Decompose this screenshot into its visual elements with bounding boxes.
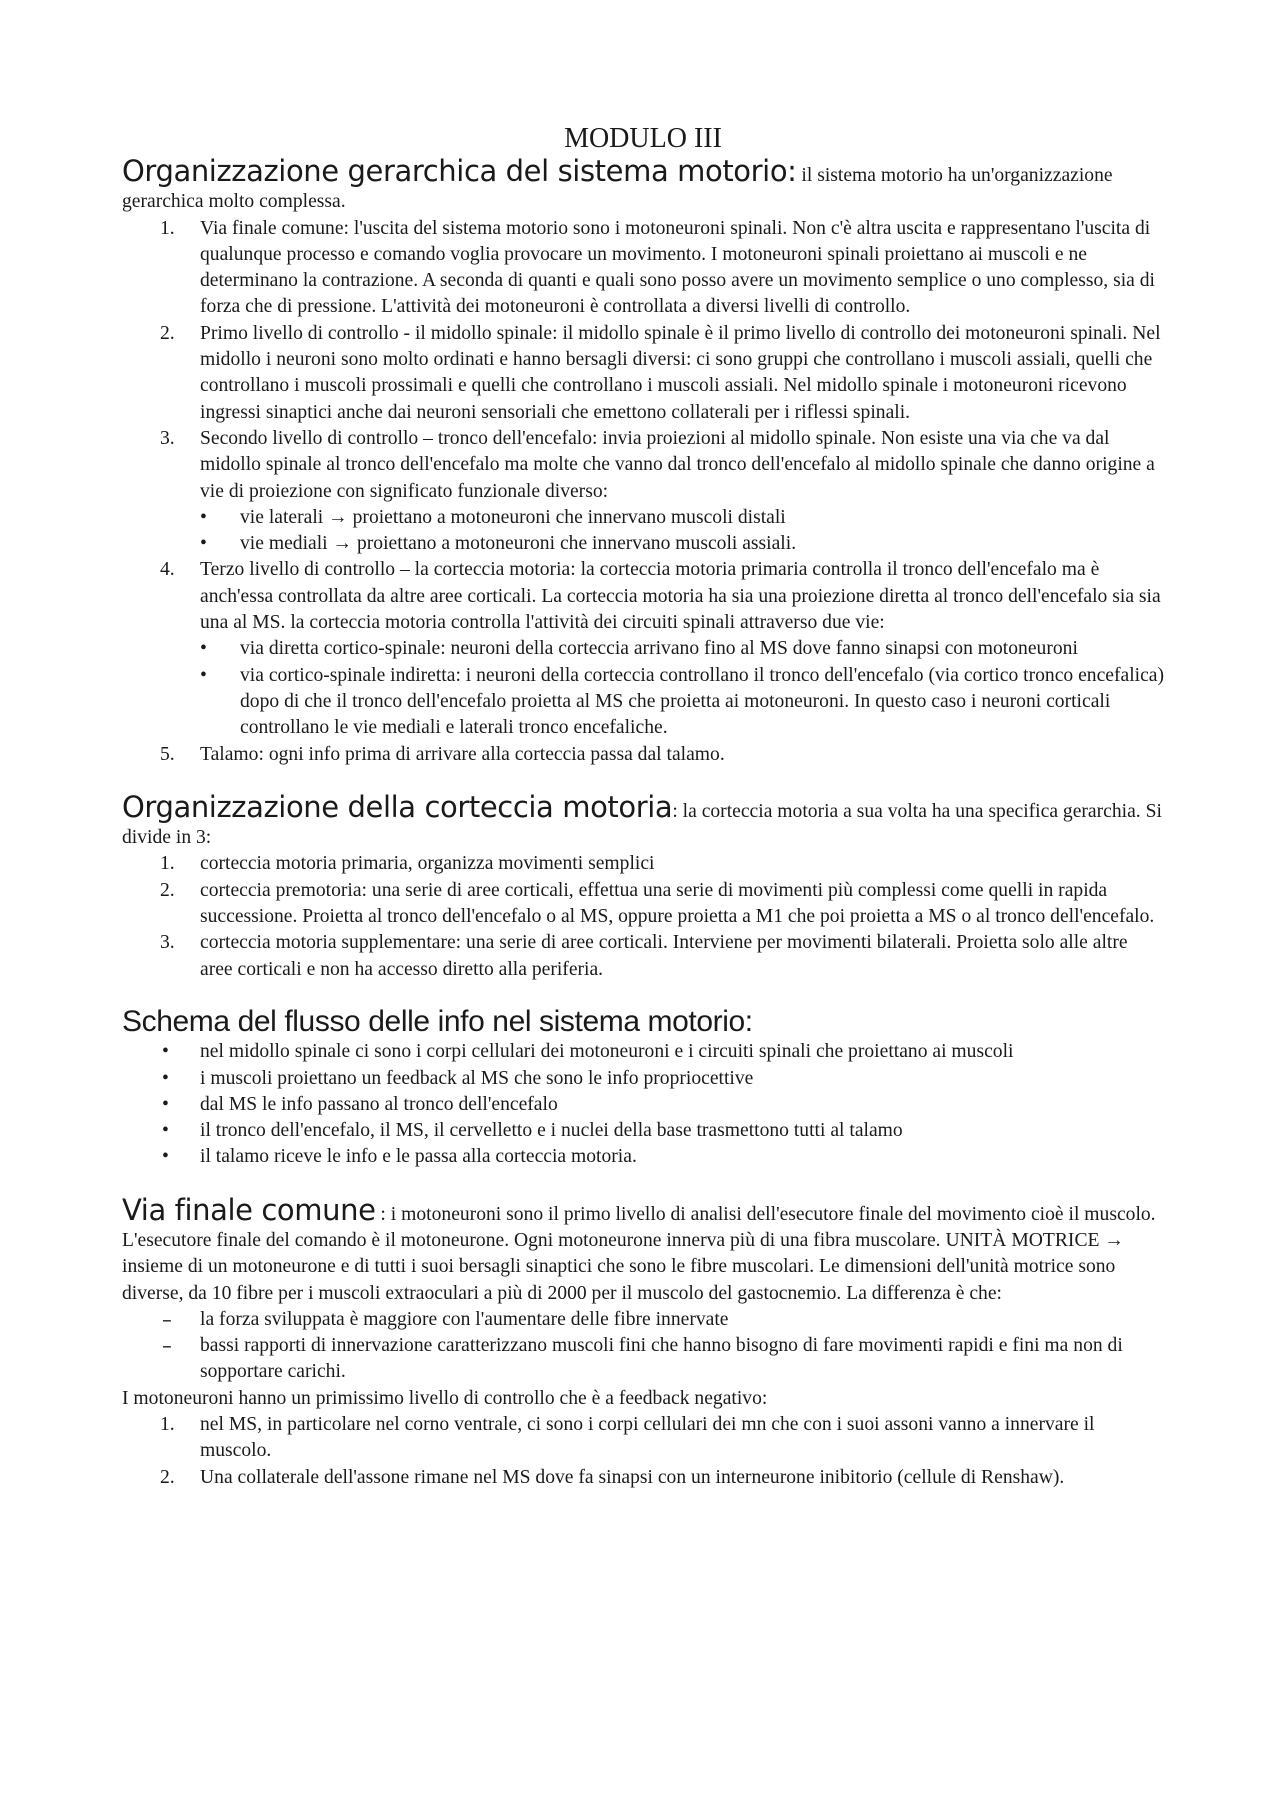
list-item: [122, 930, 1164, 983]
item-text: il talamo riceve le info e le passa alla corteccia motoria.: [200, 1146, 637, 1168]
item-text: Secondo livello di controllo – tronco dell'encefalo: invia proiezioni al midollo spinale. Non esiste una via che va dal midollo spinale al tronco dell'encefalo ma molte che vanno dal tronco dell'encefalo al midollo spinale che danno origine a vie di proiezione con significato funzionale diverso:: [200, 427, 1155, 502]
bullet-marker: •: [162, 1067, 169, 1089]
section-corteccia: [122, 789, 1164, 983]
dash-marker: –: [162, 1307, 172, 1331]
item-text: nel MS, in particolare nel corno ventrale, ci sono i corpi cellulari dei mn che con i suoi assoni vanno a innervare il muscolo.: [200, 1414, 1095, 1462]
list-item: [122, 636, 1164, 662]
item-text: dal MS le info passano al tronco dell'encefalo: [200, 1093, 558, 1115]
list-item: [122, 742, 1164, 768]
item-text: nel midollo spinale ci sono i corpi cellulari dei motoneuroni e i circuiti spinali che proiettano ai muscoli: [200, 1041, 1014, 1063]
bullet-marker: •: [200, 506, 207, 528]
list-item: [122, 663, 1164, 742]
item-text: Terzo livello di controllo – la corteccia motoria: la corteccia motoria primaria controlla il tronco dell'encefalo ma è anch'essa controllata da altre aree corticali. La corteccia motoria ha sia una proiezione diretta al tronco dell'encefalo sia sia una al MS. la corteccia motoria controlla l'attività dei circuiti spinali attraverso due vie:: [200, 559, 1161, 634]
bullet-marker: •: [200, 664, 207, 686]
item-number: 2.: [160, 879, 175, 901]
item-text: corteccia motoria supplementare: una serie di aree corticali. Interviene per movimenti bilaterali. Proietta solo alle altre aree corticali e non ha accesso diretto alla periferia.: [200, 932, 1128, 980]
bullet-marker: •: [200, 533, 207, 555]
list-item: [122, 505, 1164, 531]
item-text: via cortico-spinale indiretta: i neuroni della corteccia controllano il tronco dell'encefalo (via cortico tronco encefalica) dopo di che il tronco dell'encefalo proietta al MS che proietta ai motoneuroni. In questo caso i neuroni corticali controllano le vie mediali e laterali tronco encefaliche.: [240, 664, 1165, 739]
item-text: bassi rapporti di innervazione caratterizzano muscoli fini che hanno bisogno di fare movimenti rapidi e fini ma non di sopportare carichi.: [200, 1335, 1123, 1383]
section-intro: [122, 1004, 1164, 1039]
section-heading: Via finale comune: [122, 1192, 376, 1227]
section-intro-text: : la corteccia motoria a sua volta ha una specifica gerarchia. Si divide in 3:: [122, 800, 1162, 849]
section-heading: Organizzazione gerarchica del sistema motorio:: [122, 154, 797, 188]
section-heading: Organizzazione della corteccia motoria: [122, 789, 673, 824]
numbered-list: [122, 742, 1164, 768]
item-number: 5.: [160, 743, 175, 765]
list-item: [122, 426, 1164, 505]
numbered-list: [122, 851, 1164, 982]
item-number: 3.: [160, 932, 175, 954]
list-item: [122, 1039, 1164, 1065]
section-via-finale: [122, 1192, 1164, 1491]
item-text: il tronco dell'encefalo, il MS, il cervelletto e i nuclei della base trasmettono tutti al talamo: [200, 1120, 903, 1142]
item-text: Primo livello di controllo - il midollo spinale: il midollo spinale è il primo livello di controllo dei motoneuroni spinali. Nel midollo i neuroni sono molto ordinati e hanno bersagli diversi: ci sono gruppi che controllano i muscoli assiali, quelli che controllano i muscoli prossimali e quelli che controllano i muscoli assiali. Nel midollo spinale i motoneuroni ricevono ingressi sinaptici anche dai neuroni sensoriali che emettono collaterali per i riflessi spinali.: [200, 322, 1161, 423]
item-text: via diretta cortico-spinale: neuroni della corteccia arrivano fino al MS dove fanno sinapsi con motoneuroni: [240, 638, 1078, 660]
numbered-list: [122, 216, 1164, 505]
bullet-list: [122, 1039, 1164, 1170]
numbered-list: [122, 557, 1164, 636]
item-number: 2.: [160, 1466, 175, 1488]
item-text: corteccia premotoria: una serie di aree corticali, effettua una serie di movimenti più complessi come quelli in rapida successione. Proietta al tronco dell'encefalo o al MS, oppure proietta a M1 che poi proietta a MS o al tronco dell'encefalo.: [200, 879, 1155, 928]
item-text: i muscoli proiettano un feedback al MS che sono le info propriocettive: [200, 1067, 754, 1089]
bullet-list: [122, 505, 1164, 558]
bullet-marker: •: [162, 1120, 169, 1142]
list-item: [122, 878, 1164, 931]
list-item: [122, 1333, 1164, 1386]
numbered-list: [122, 1412, 1164, 1491]
bullet-marker: •: [200, 638, 207, 660]
list-item: [122, 1465, 1164, 1491]
list-item: [122, 1092, 1164, 1118]
item-text: corteccia motoria primaria, organizza movimenti semplici: [200, 853, 655, 875]
list-item: [122, 1144, 1164, 1170]
section-gerarchica: [122, 154, 1165, 768]
dash-list: [122, 1307, 1164, 1386]
item-text: Via finale comune: l'uscita del sistema motorio sono i motoneuroni spinali. Non c'è altra uscita e rappresentano l'uscita di qualunque processo e comando voglia provocare un movimento. I motoneuroni spinali proiettano ai muscoli e ne determinano la contrazione. A seconda di quanti e quali sono posso avere un movimento semplice o uno complesso, sia di forza che di pressione. L'attività dei motoneuroni è controllata a diversi livelli di controllo.: [200, 217, 1155, 318]
bullet-marker: •: [162, 1146, 169, 1168]
list-item: [122, 851, 1164, 877]
section-intro: [122, 154, 1164, 216]
list-item: [122, 1118, 1164, 1144]
item-number: 2.: [160, 322, 175, 344]
list-item: [122, 557, 1164, 636]
item-number: 1.: [160, 853, 175, 875]
document-page: [122, 122, 1164, 1491]
dash-marker: –: [162, 1334, 172, 1358]
item-text: vie mediali → proiettano a motoneuroni che innervano muscoli assiali.: [240, 533, 797, 555]
section-intro: [122, 789, 1164, 852]
section-intro-text: : i motoneuroni sono il primo livello di analisi dell'esecutore finale del movimento cioè il muscolo. L'esecutore finale del comando è il motoneurone. Ogni motoneurone innerva più di una fibra muscolare. UNITÀ MOTRICE → insieme di un motoneurone e di tutti i suoi bersagli sinaptici che sono le fibre muscolari. Le dimensioni dell'unità motrice sono diverse, da 10 fibre per i muscoli extraoculari a più di 2000 per il muscolo del gastocnemio. La differenza è che:: [122, 1203, 1156, 1304]
item-text: Talamo: ogni info prima di arrivare alla corteccia passa dal talamo.: [200, 743, 725, 765]
item-number: 3.: [160, 427, 175, 449]
section-intro-text: il sistema motorio ha un'organizzazione gerarchica molto complessa.: [122, 165, 1113, 213]
bullet-marker: •: [162, 1093, 169, 1115]
list-item: [122, 1066, 1164, 1092]
document-title: MODULO III: [564, 123, 722, 154]
item-text: Una collaterale dell'assone rimane nel MS dove fa sinapsi con un interneurone inibitorio (cellule di Renshaw).: [200, 1466, 1065, 1488]
list-item: [122, 1307, 1164, 1333]
section-intro: [122, 1192, 1164, 1307]
item-number: 4.: [160, 559, 175, 581]
list-item: [122, 531, 1164, 557]
section-heading: Schema del flusso delle info nel sistema motorio:: [122, 1004, 753, 1038]
list-item: [122, 321, 1164, 426]
item-number: 1.: [160, 1414, 175, 1436]
bullet-marker: •: [162, 1041, 169, 1063]
item-number: 1.: [160, 217, 175, 239]
bullet-list: [122, 636, 1164, 741]
item-text: la forza sviluppata è maggiore con l'aumentare delle fibre innervate: [200, 1308, 729, 1330]
section-schema: [122, 1004, 1164, 1171]
item-text: vie laterali → proiettano a motoneuroni che innervano muscoli distali: [240, 506, 786, 528]
list-item: [122, 1412, 1164, 1465]
list-item: [122, 216, 1164, 321]
paragraph: I motoneuroni hanno un primissimo livello di controllo che è a feedback negativo:: [122, 1387, 768, 1409]
